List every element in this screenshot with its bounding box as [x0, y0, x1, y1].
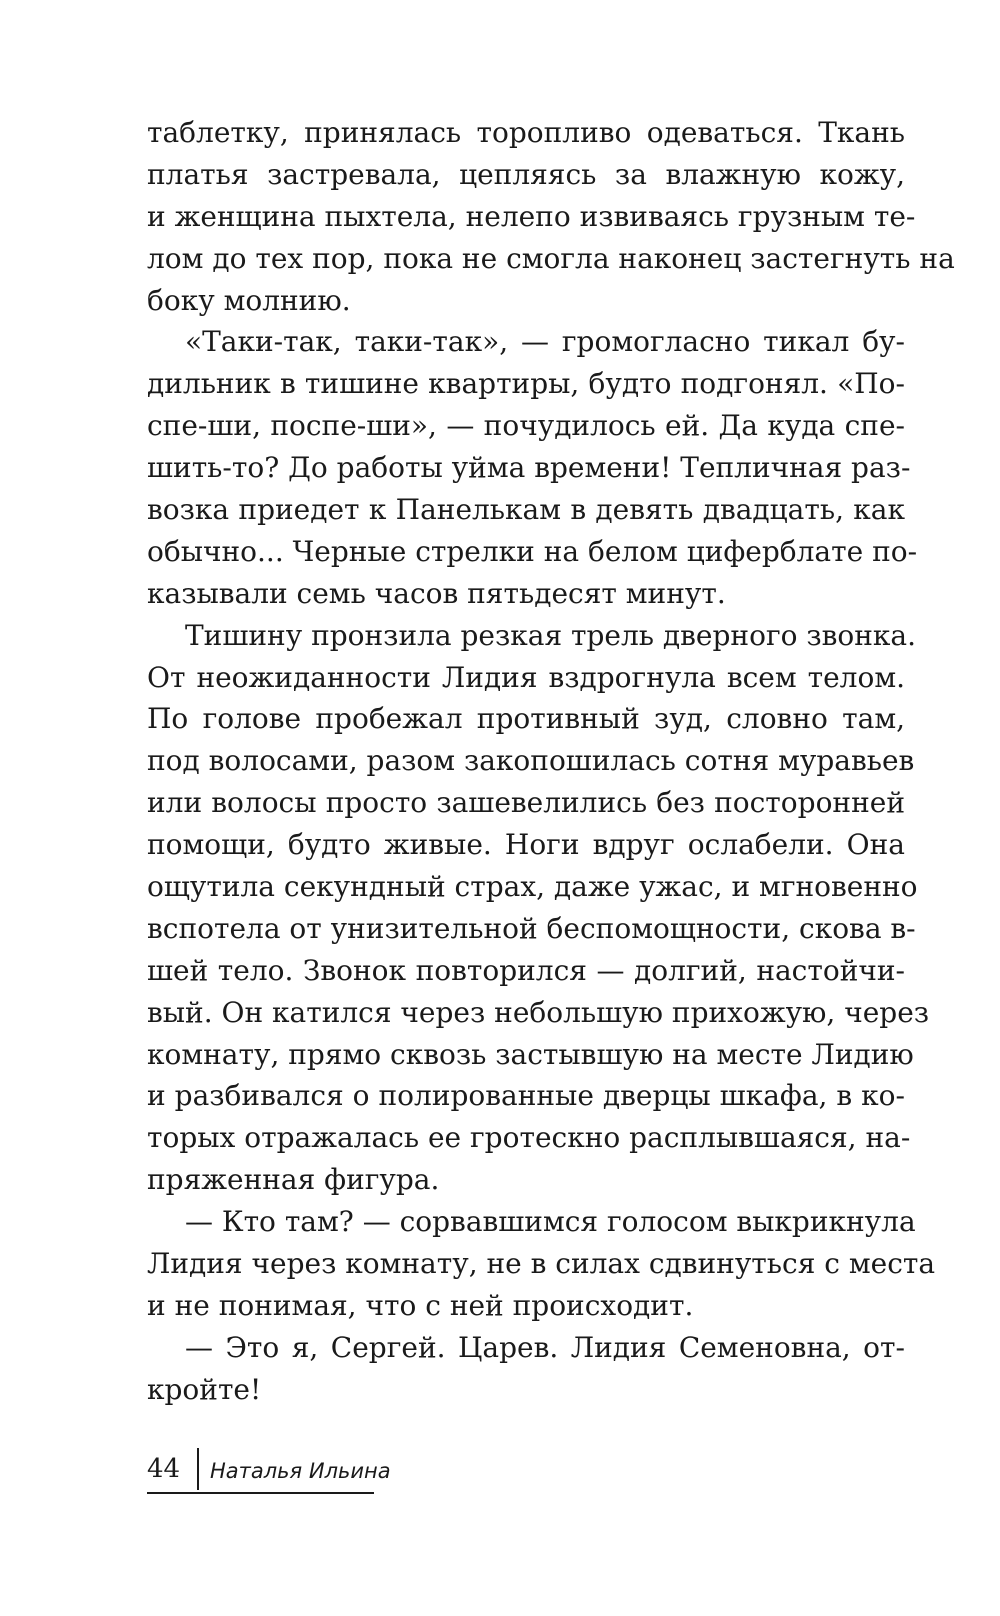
text-line: торых отражалась ее гротескно расплывшаяся, на- — [147, 1121, 911, 1155]
text-line: или волосы просто зашевелились без посторонней — [147, 786, 905, 820]
text-line: вый. Он катился через небольшую прихожую, через — [147, 995, 930, 1029]
text-line: комнату, прямо сквозь застывшую на месте Лидию — [147, 1037, 914, 1071]
text-line: Тишину пронзила резкая трель дверного звонка. — [185, 618, 917, 652]
text-line: спе-ши, поспе-ши», — почудилось ей. Да куда спе- — [147, 409, 905, 443]
text-line: боку молнию. — [147, 283, 351, 317]
page-number: 44 — [147, 1454, 181, 1484]
running-author: Наталья Ильина — [210, 1459, 391, 1483]
text-line: под волосами, разом закопошилась сотня муравьев — [147, 744, 915, 778]
text-line: таблетку, принялась торопливо одеваться. Ткань — [147, 116, 905, 149]
text-line: По голове пробежал противный зуд, словно там, — [147, 702, 905, 736]
text-line: Лидия через комнату, не в силах сдвинуться с места — [147, 1247, 936, 1281]
footer-divider — [197, 1448, 199, 1490]
text-line: кройте! — [147, 1372, 262, 1406]
text-line: помощи, будто живые. Ноги вдруг ослабели. Она — [147, 828, 905, 862]
text-line: шить-то? До работы уйма времени! Тепличная раз- — [147, 451, 911, 485]
text-line: и разбивался о полированные дверцы шкафа, в ко- — [147, 1079, 905, 1113]
text-line: платья застревала, цепляясь за влажную кожу, — [147, 157, 905, 191]
text-line: лом до тех пор, пока не смогла наконец застегнуть на — [147, 241, 955, 275]
text-line: пряженная фигура. — [147, 1163, 440, 1197]
text-line: шей тело. Звонок повторился — долгий, настойчи- — [147, 953, 905, 987]
footer-rule — [147, 1492, 374, 1494]
text-line: казывали семь часов пятьдесят минут. — [147, 576, 726, 610]
text-line: — Это я, Сергей. Царев. Лидия Семеновна, от- — [185, 1330, 905, 1364]
text-line: «Таки-так, таки-так», — громогласно тикал бу- — [185, 325, 905, 359]
text-line: дильник в тишине квартиры, будто подгонял. «По- — [147, 367, 905, 401]
text-line: возка приедет к Панелькам в девять двадцать, как — [147, 493, 905, 527]
text-line: обычно... Черные стрелки на белом циферблате по- — [147, 534, 918, 568]
body-text — [147, 112, 955, 1411]
text-line: и женщина пыхтела, нелепо извиваясь грузным те- — [147, 199, 916, 233]
text-line: От неожиданности Лидия вздрогнула всем телом. — [147, 660, 905, 694]
text-line: вспотела от унизительной беспомощности, скова в- — [147, 911, 916, 945]
text-line: — Кто там? — сорвавшимся голосом выкрикнула — [185, 1205, 916, 1239]
text-line: ощутила секундный страх, даже ужас, и мгновенно — [147, 870, 918, 904]
text-line: и не понимая, что с ней происходит. — [147, 1288, 694, 1322]
